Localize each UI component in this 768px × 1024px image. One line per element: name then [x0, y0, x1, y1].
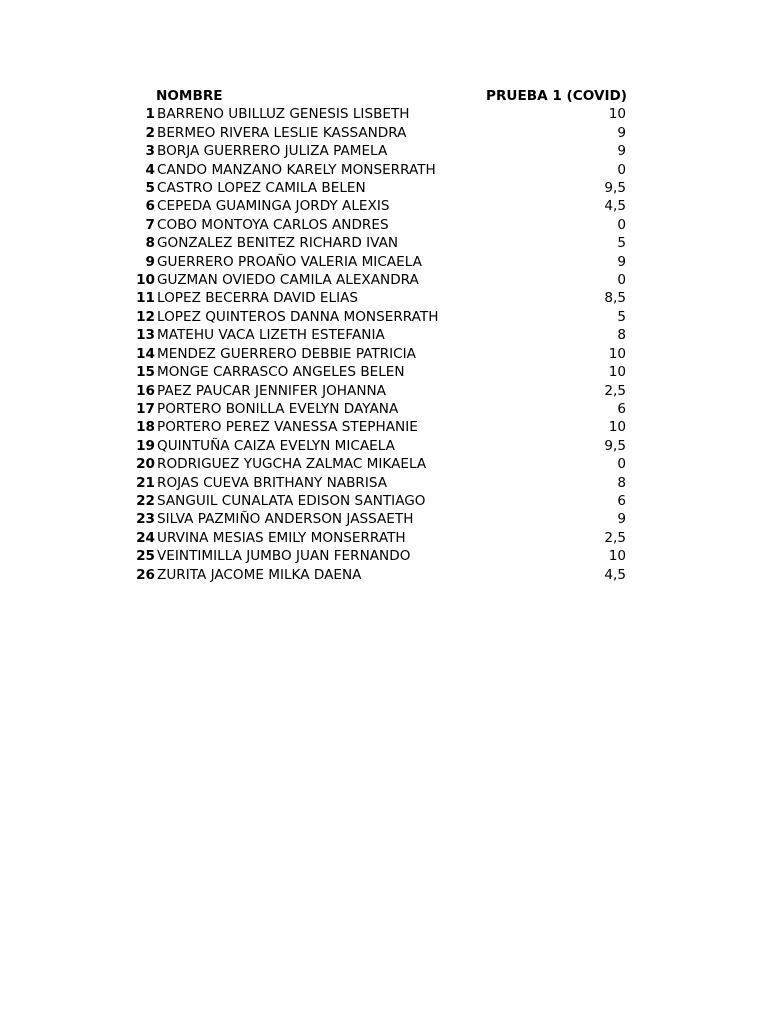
row-number: 21	[136, 474, 155, 491]
row-number: 26	[136, 566, 155, 583]
row-number: 3	[145, 143, 155, 160]
row-number: 5	[145, 180, 155, 197]
row-number: 15	[136, 364, 155, 381]
table-row	[130, 308, 630, 326]
table-row	[130, 326, 630, 344]
table-row	[130, 455, 630, 473]
student-score: 4,5	[604, 198, 626, 215]
student-name: GONZALEZ BENITEZ RICHARD IVAN	[157, 235, 399, 252]
table-row	[130, 566, 630, 584]
student-name: MATEHU VACA LIZETH ESTEFANIA	[157, 327, 385, 344]
row-number: 19	[136, 437, 155, 454]
student-score: 9	[617, 124, 626, 141]
student-score: 5	[617, 235, 626, 252]
table-row	[130, 382, 630, 400]
student-score: 10	[608, 106, 626, 123]
row-number: 17	[136, 400, 155, 417]
header-number	[130, 87, 156, 105]
student-name: PORTERO BONILLA EVELYN DAYANA	[157, 400, 399, 417]
row-number: 24	[136, 529, 155, 546]
student-score: 10	[608, 345, 626, 362]
table-row	[130, 234, 630, 252]
student-name: PAEZ PAUCAR JENNIFER JOHANNA	[157, 382, 386, 399]
student-score: 10	[608, 548, 626, 565]
row-number: 2	[145, 124, 155, 141]
student-score: 9	[617, 143, 626, 160]
row-number: 8	[145, 235, 155, 252]
student-name: SILVA PAZMIÑO ANDERSON JASSAETH	[157, 511, 414, 528]
row-number: 13	[136, 327, 155, 344]
student-name: CANDO MANZANO KARELY MONSERRATH	[157, 161, 436, 178]
student-score: 6	[617, 492, 626, 509]
student-name: RODRIGUEZ YUGCHA ZALMAC MIKAELA	[157, 456, 427, 473]
table-row	[130, 105, 630, 123]
table-row	[130, 363, 630, 381]
student-name: CEPEDA GUAMINGA JORDY ALEXIS	[157, 198, 390, 215]
row-number: 11	[136, 290, 155, 307]
student-name: SANGUIL CUNALATA EDISON SANTIAGO	[157, 492, 426, 509]
table-row	[130, 271, 630, 289]
header-row	[130, 87, 630, 105]
student-name: BERMEO RIVERA LESLIE KASSANDRA	[157, 124, 407, 141]
student-score: 6	[617, 400, 626, 417]
row-number: 7	[145, 216, 155, 233]
row-number: 9	[145, 253, 155, 270]
student-score: 2,5	[604, 382, 626, 399]
table-row	[130, 289, 630, 307]
student-score: 9,5	[604, 180, 626, 197]
row-number: 18	[136, 419, 155, 436]
table-row	[130, 179, 630, 197]
table-row	[130, 197, 630, 215]
student-score: 0	[617, 272, 626, 289]
row-number: 4	[145, 161, 155, 178]
student-name: GUERRERO PROAÑO VALERIA MICAELA	[157, 253, 422, 270]
table-row	[130, 124, 630, 142]
row-number: 6	[145, 198, 155, 215]
student-name: ZURITA JACOME MILKA DAENA	[157, 566, 362, 583]
table-row	[130, 345, 630, 363]
student-score: 9	[617, 253, 626, 270]
student-name: URVINA MESIAS EMILY MONSERRATH	[157, 529, 406, 546]
row-number: 14	[136, 345, 155, 362]
table-row	[130, 142, 630, 160]
student-name: PORTERO PEREZ VANESSA STEPHANIE	[157, 419, 418, 436]
row-number: 16	[136, 382, 155, 399]
table-row	[130, 437, 630, 455]
header-name: NOMBRE	[156, 88, 223, 104]
student-score: 0	[617, 161, 626, 178]
table-row	[130, 161, 630, 179]
header-score: PRUEBA 1 (COVID)	[486, 88, 628, 104]
student-score: 4,5	[604, 566, 626, 583]
row-number: 12	[136, 308, 155, 325]
student-score: 0	[617, 456, 626, 473]
student-name: COBO MONTOYA CARLOS ANDRES	[157, 216, 389, 233]
student-name: LOPEZ BECERRA DAVID ELIAS	[157, 290, 359, 307]
student-name: GUZMAN OVIEDO CAMILA ALEXANDRA	[157, 272, 419, 289]
student-score: 0	[617, 216, 626, 233]
student-name: BORJA GUERRERO JULIZA PAMELA	[157, 143, 388, 160]
table-row	[130, 216, 630, 234]
grades-sheet	[130, 87, 630, 584]
row-number: 22	[136, 492, 155, 509]
row-number: 25	[136, 548, 155, 565]
student-score: 5	[617, 308, 626, 325]
table-row	[130, 253, 630, 271]
row-number: 20	[136, 456, 155, 473]
student-name: VEINTIMILLA JUMBO JUAN FERNANDO	[157, 548, 411, 565]
student-name: MONGE CARRASCO ANGELES BELEN	[157, 364, 405, 381]
student-name: MENDEZ GUERRERO DEBBIE PATRICIA	[157, 345, 416, 362]
table-row	[130, 492, 630, 510]
student-name: BARRENO UBILLUZ GENESIS LISBETH	[157, 106, 410, 123]
grades-table	[130, 87, 630, 584]
row-number: 23	[136, 511, 155, 528]
student-score: 9	[617, 511, 626, 528]
student-score: 10	[608, 364, 626, 381]
table-row	[130, 529, 630, 547]
row-number: 10	[136, 272, 155, 289]
table-body	[130, 105, 630, 584]
table-row	[130, 547, 630, 565]
student-score: 8	[617, 474, 626, 491]
student-score: 8	[617, 327, 626, 344]
student-name: QUINTUÑA CAIZA EVELYN MICAELA	[157, 437, 395, 454]
student-score: 8,5	[604, 290, 626, 307]
table-row	[130, 474, 630, 492]
student-score: 2,5	[604, 529, 626, 546]
student-score: 10	[608, 419, 626, 436]
table-row	[130, 418, 630, 436]
table-row	[130, 510, 630, 528]
student-name: LOPEZ QUINTEROS DANNA MONSERRATH	[157, 308, 439, 325]
student-name: ROJAS CUEVA BRITHANY NABRISA	[157, 474, 388, 491]
student-score: 9,5	[604, 437, 626, 454]
table-row	[130, 400, 630, 418]
student-name: CASTRO LOPEZ CAMILA BELEN	[157, 180, 366, 197]
row-number: 1	[145, 106, 155, 123]
